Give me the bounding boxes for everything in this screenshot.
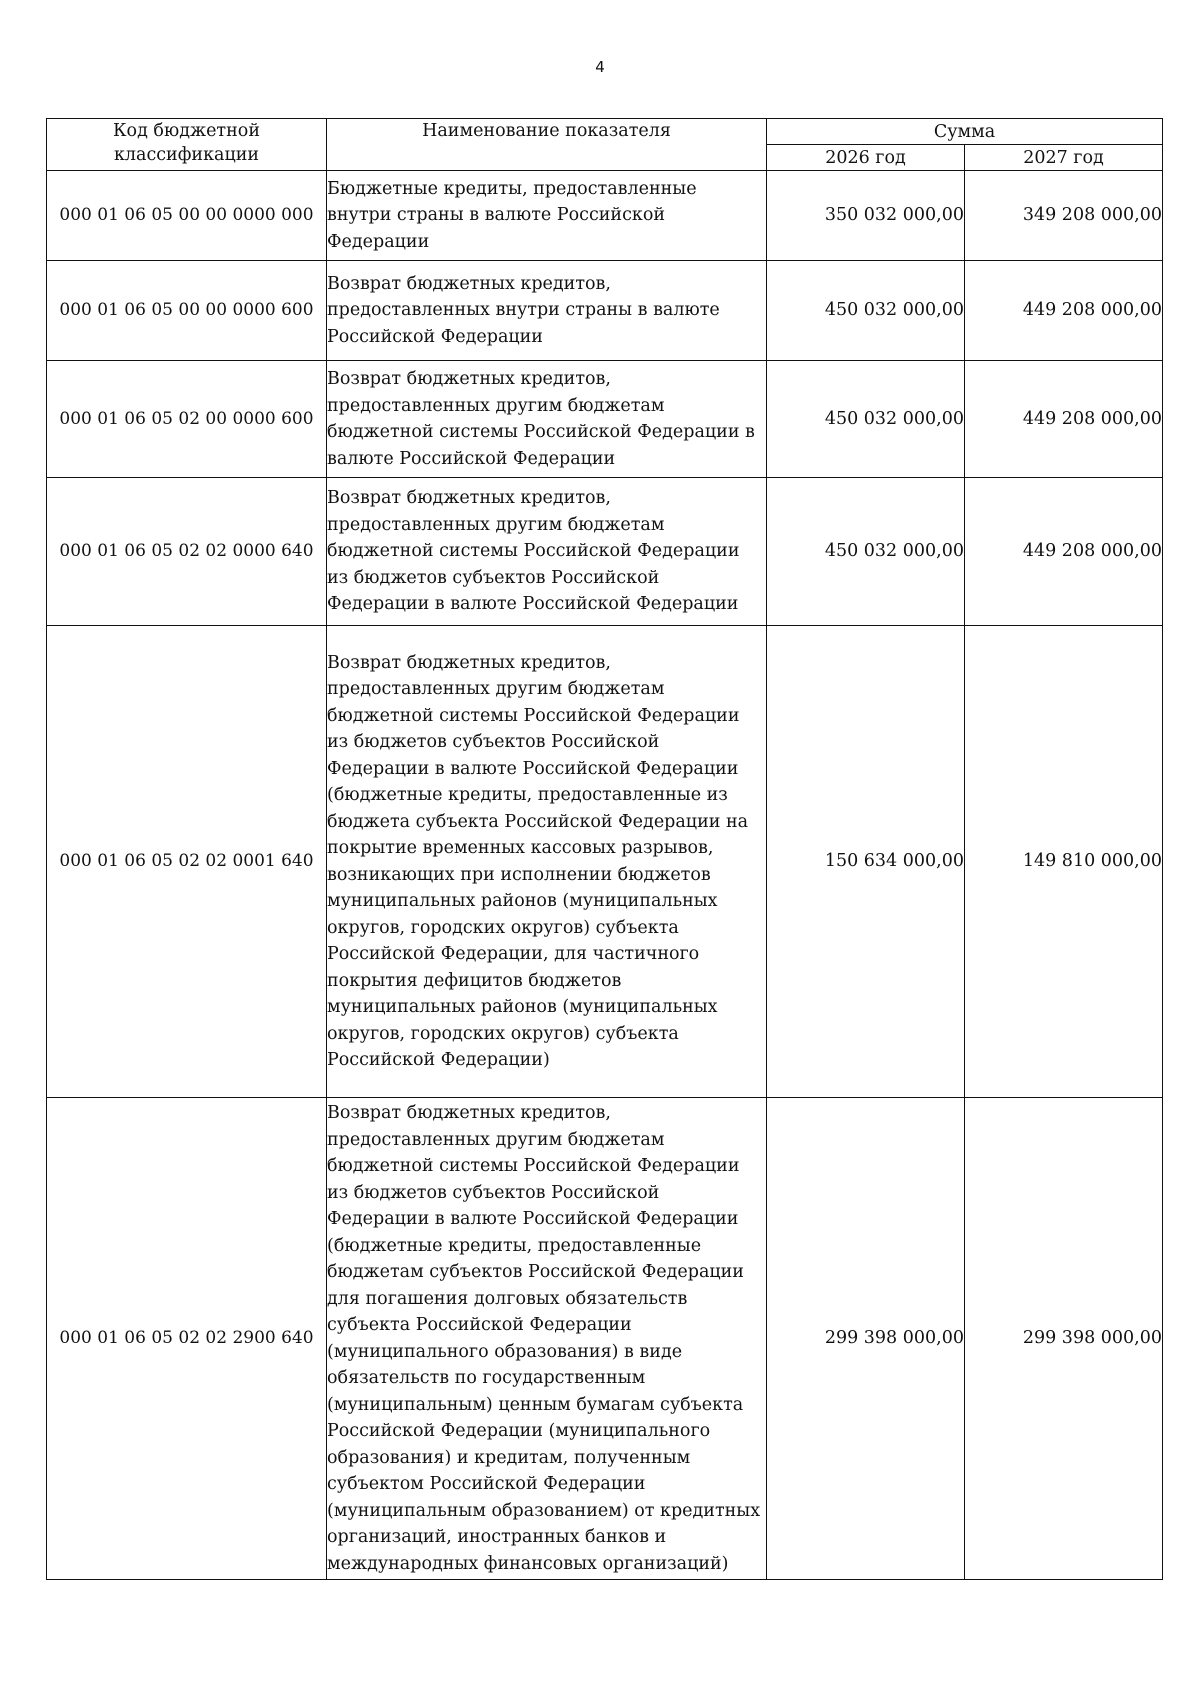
- amount-2026-cell: 450 032 000,00: [767, 478, 965, 626]
- budget-code-cell: 000 01 06 05 02 02 0000 640: [47, 478, 327, 626]
- budget-code-cell: 000 01 06 05 02 02 0001 640: [47, 626, 327, 1098]
- header-budget-code: Код бюджетной классификации: [47, 119, 327, 171]
- indicator-name-cell: Бюджетные кредиты, предоставленные внутри страны в валюте Российской Федерации: [327, 171, 767, 261]
- amount-2026-cell: 150 634 000,00: [767, 626, 965, 1098]
- amount-2027-cell: 449 208 000,00: [965, 478, 1163, 626]
- amount-2026-cell: 450 032 000,00: [767, 261, 965, 361]
- indicator-name-cell: Возврат бюджетных кредитов, предоставленных другим бюджетам бюджетной системы Российской Федерации из бюджетов субъектов Российской Федерации в валюте Российской Федерации (бюджетные кредиты, предоставленные бюджетам субъектов Российской Федерации для погашения долговых обязательств субъекта Российской Федерации (муниципального образования) в виде обязательств по государственным (муниципальным) ценным бумагам субъекта Российской Федерации (муниципального образования) и кредитам, полученным субъектом Российской Федерации (муниципальным образованием) от кредитных организаций, иностранных банков и международных финансовых организаций): [327, 1098, 767, 1580]
- budget-code-cell: 000 01 06 05 02 02 2900 640: [47, 1098, 327, 1580]
- header-indicator-name: Наименование показателя: [327, 119, 767, 171]
- budget-sources-table: [46, 118, 1163, 1580]
- indicator-name-cell: Возврат бюджетных кредитов, предоставленных внутри страны в валюте Российской Федерации: [327, 261, 767, 361]
- table-row: [47, 1098, 1163, 1580]
- table-row: [47, 478, 1163, 626]
- table-row: [47, 171, 1163, 261]
- page-number: 4: [595, 58, 605, 76]
- budget-code-cell: 000 01 06 05 00 00 0000 000: [47, 171, 327, 261]
- amount-2026-cell: 350 032 000,00: [767, 171, 965, 261]
- indicator-name-cell: Возврат бюджетных кредитов, предоставленных другим бюджетам бюджетной системы Российской Федерации из бюджетов субъектов Российской Федерации в валюте Российской Федерации: [327, 478, 767, 626]
- table-row: [47, 261, 1163, 361]
- header-year-2027: 2027 год: [965, 145, 1163, 171]
- budget-code-cell: 000 01 06 05 00 00 0000 600: [47, 261, 327, 361]
- header-year-2026: 2026 год: [767, 145, 965, 171]
- table-row: [47, 361, 1163, 478]
- indicator-name-cell: Возврат бюджетных кредитов, предоставленных другим бюджетам бюджетной системы Российской Федерации из бюджетов субъектов Российской Федерации в валюте Российской Федерации (бюджетные кредиты, предоставленные из бюджета субъекта Российской Федерации на покрытие временных кассовых разрывов, возникающих при исполнении бюджетов муниципальных районов (муниципальных округов, городских округов) субъекта Российской Федерации, для частичного покрытия дефицитов бюджетов муниципальных районов (муниципальных округов, городских округов) субъекта Российской Федерации): [327, 626, 767, 1098]
- header-sum: Сумма: [767, 119, 1163, 145]
- indicator-name-cell: Возврат бюджетных кредитов, предоставленных другим бюджетам бюджетной системы Российской Федерации в валюте Российской Федерации: [327, 361, 767, 478]
- amount-2026-cell: 450 032 000,00: [767, 361, 965, 478]
- table-row: [47, 626, 1163, 1098]
- amount-2027-cell: 349 208 000,00: [965, 171, 1163, 261]
- amount-2027-cell: 299 398 000,00: [965, 1098, 1163, 1580]
- amount-2027-cell: 449 208 000,00: [965, 361, 1163, 478]
- amount-2027-cell: 149 810 000,00: [965, 626, 1163, 1098]
- amount-2026-cell: 299 398 000,00: [767, 1098, 965, 1580]
- amount-2027-cell: 449 208 000,00: [965, 261, 1163, 361]
- budget-code-cell: 000 01 06 05 02 00 0000 600: [47, 361, 327, 478]
